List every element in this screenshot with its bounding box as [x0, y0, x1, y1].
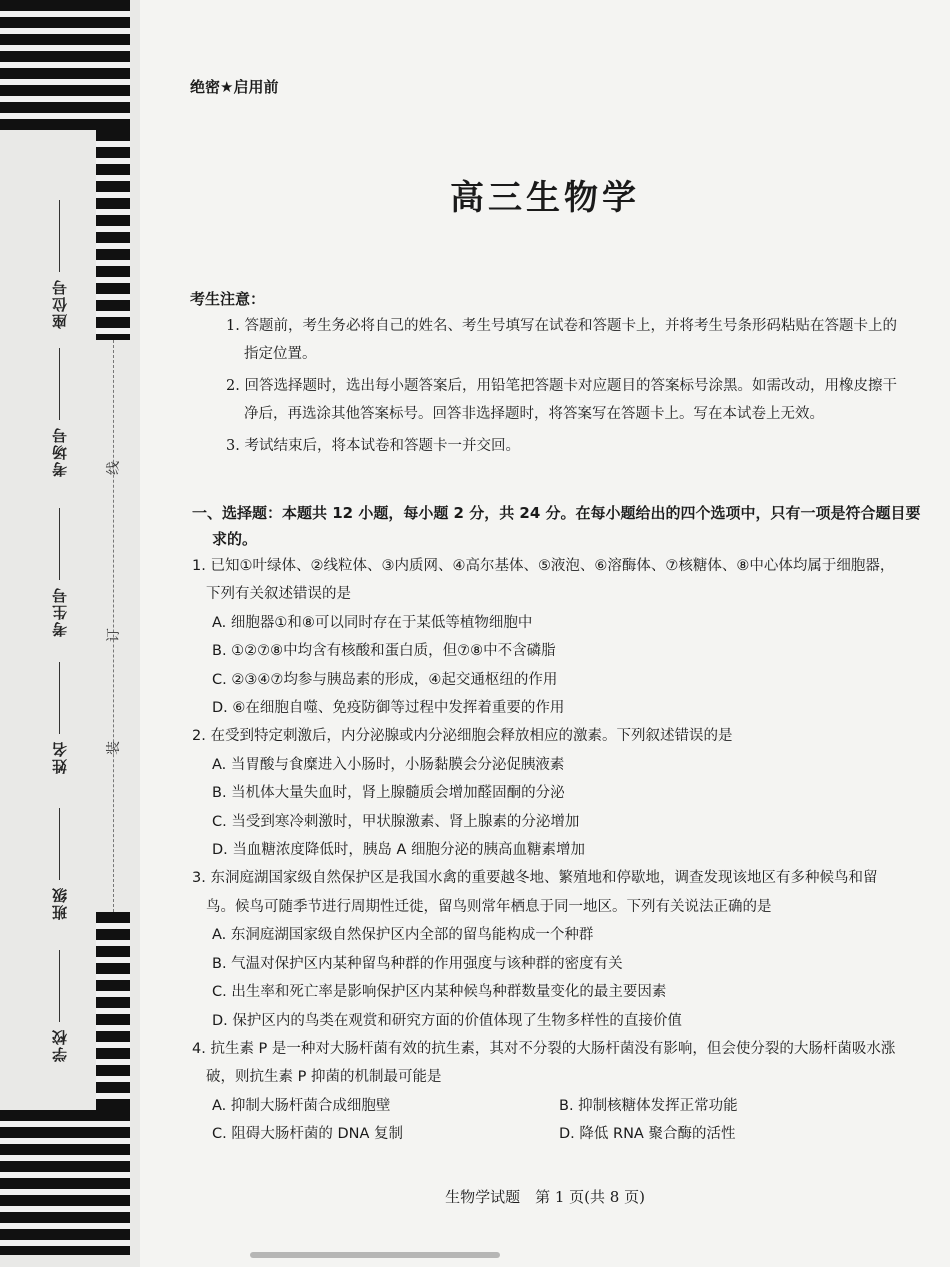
question-4 [192, 1035, 906, 1149]
confidential-notice: 绝密★启用前 [190, 78, 279, 96]
option-a: A. 抑制大肠杆菌合成细胞壁 [212, 1097, 391, 1114]
barcode-stripes-bottom [0, 1110, 130, 1255]
notice-heading: 考生注意： [190, 290, 266, 308]
notice-item: 2. 回答选择题时，选出每小题答案后，用铅笔把答题卡对应题目的答案标号涂黑。如需改动，用橡皮擦干净后，再选涂其他答案标号。回答非选择题时，将答案写在答题卡上。写在本试卷上无效。 [226, 378, 897, 422]
question-3 [192, 864, 906, 1034]
option-row [192, 1120, 906, 1148]
scan-smudge [250, 1252, 500, 1258]
barcode-stripes-mid-bottom [96, 912, 130, 1110]
field-label: 姓名 [50, 740, 69, 774]
field-line [59, 950, 60, 1022]
field-line [59, 348, 60, 420]
option-c: C. 当受到寒冷刺激时，甲状腺激素、肾上腺素的分泌增加 [212, 813, 580, 830]
notice-list [226, 312, 906, 464]
field-line [59, 200, 60, 272]
question-stem: 1. 已知①叶绿体、②线粒体、③内质网、④高尔基体、⑤液泡、⑥溶酶体、⑦核糖体、⑧中心体均属于细胞器，下列有关叙述错误的是 [192, 558, 895, 603]
exam-page [140, 0, 950, 1267]
field-label: 考场号 [50, 426, 69, 477]
field-label: 座位号 [50, 278, 69, 329]
option-c: C. 阻碍大肠杆菌的 DNA 复制 [212, 1126, 403, 1143]
field-exam-room [42, 348, 76, 477]
field-label: 班级 [50, 886, 69, 920]
question-2 [192, 722, 906, 864]
notice-item: 1. 答题前，考生务必将自己的姓名、考生号填写在试卷和答题卡上，并将考生号条形码粘贴在答题卡上的指定位置。 [226, 318, 897, 362]
field-label: 学校 [50, 1028, 69, 1062]
bind-mark-line: 线 [106, 461, 122, 475]
option-c: C. 出生率和死亡率是影响保护区内某种候鸟种群数量变化的最主要因素 [212, 984, 667, 1001]
page-title: 高三生物学 [450, 178, 640, 218]
field-school [42, 950, 76, 1062]
option-a: A. 当胃酸与食糜进入小肠时，小肠黏膜会分泌促胰液素 [212, 756, 565, 773]
option-d: D. 降低 RNA 聚合酶的活性 [559, 1126, 736, 1143]
field-student-number [42, 508, 76, 637]
question-list [192, 552, 906, 1149]
question-stem: 3. 东洞庭湖国家级自然保护区是我国水禽的重要越冬地、繁殖地和停歇地，调查发现该地区有多种候鸟和留鸟。候鸟可随季节进行周期性迁徙，留鸟则常年栖息于同一地区。下列有关说法正确的是 [192, 870, 878, 915]
bind-mark-staple: 订 [106, 628, 122, 642]
field-seat-number [42, 200, 76, 329]
option-b: B. 气温对保护区内某种留鸟种群的作用强度与该种群的密度有关 [212, 955, 623, 972]
question-stem: 2. 在受到特定刺激后，内分泌腺或内分泌细胞会释放相应的激素。下列叙述错误的是 [192, 728, 733, 745]
option-d: D. 当血糖浓度降低时，胰岛 A 细胞分泌的胰高血糖素增加 [212, 842, 586, 859]
field-name [42, 662, 76, 774]
page-footer: 生物学试题 第 1 页(共 8 页) [445, 1188, 645, 1206]
option-b: B. 抑制核糖体发挥正常功能 [559, 1097, 738, 1114]
option-a: A. 细胞器①和⑧可以同时存在于某低等植物细胞中 [212, 614, 533, 631]
option-a: A. 东洞庭湖国家级自然保护区内全部的留鸟能构成一个种群 [212, 927, 594, 944]
field-line [59, 508, 60, 580]
section-heading: 一、选择题：本题共 12 小题，每小题 2 分，共 24 分。在每小题给出的四个选项中，只有一项是符合题目要求的。 [192, 504, 921, 548]
barcode-stripes-top [0, 0, 130, 130]
question-1 [192, 552, 906, 722]
option-c: C. ②③④⑦均参与胰岛素的形成，④起交通枢纽的作用 [212, 671, 558, 688]
field-line [59, 662, 60, 734]
notice-item: 3. 考试结束后，将本试卷和答题卡一并交回。 [226, 438, 520, 454]
binding-strip [0, 0, 140, 1267]
barcode-stripes-mid-top [96, 130, 130, 340]
option-b: B. 当机体大量失血时，肾上腺髓质会增加醛固酮的分泌 [212, 785, 565, 802]
fold-line [113, 340, 114, 912]
option-d: D. 保护区内的鸟类在观赏和研究方面的价值体现了生物多样性的直接价值 [212, 1012, 682, 1029]
option-b: B. ①②⑦⑧中均含有核酸和蛋白质，但⑦⑧中不含磷脂 [212, 643, 556, 660]
bind-mark-bind: 装 [106, 741, 122, 755]
option-d: D. ⑥在细胞自噬、免疫防御等过程中发挥着重要的作用 [212, 700, 565, 717]
question-stem: 4. 抗生素 P 是一种对大肠杆菌有效的抗生素，其对不分裂的大肠杆菌没有影响，但会使分裂的大肠杆菌吸水涨破，则抗生素 P 抑菌的机制最可能是 [192, 1040, 896, 1086]
field-label: 考生号 [50, 586, 69, 637]
field-line [59, 808, 60, 880]
option-row [192, 1092, 906, 1120]
field-class [42, 808, 76, 920]
